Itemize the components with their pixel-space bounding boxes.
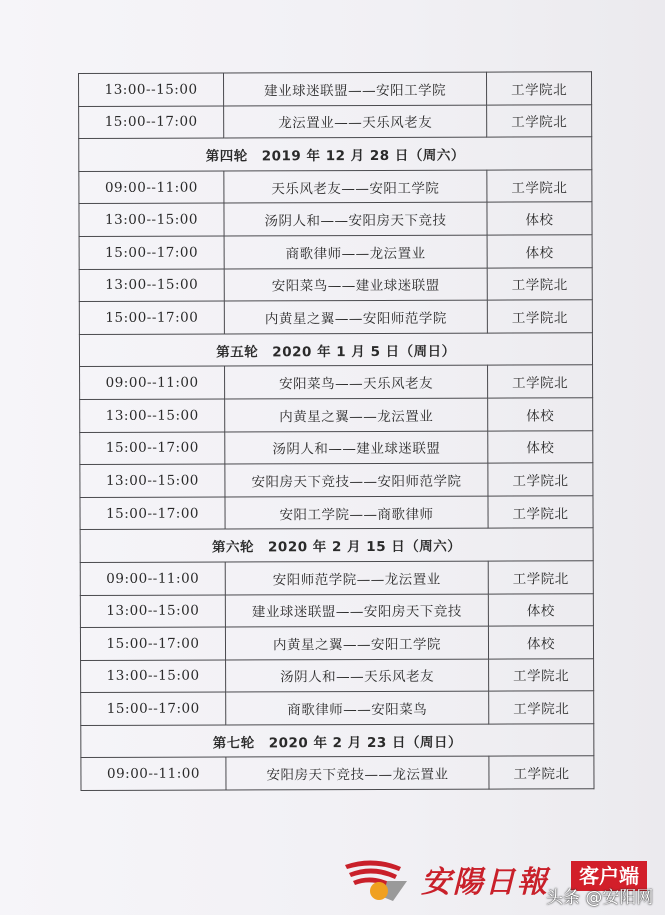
match-venue: 体校 — [488, 398, 593, 431]
match-row — [79, 235, 592, 269]
match-teams: 汤阴人和——天乐风老友 — [226, 659, 489, 693]
match-venue: 工学院北 — [488, 365, 593, 398]
match-teams: 安阳菜鸟——建业球迷联盟 — [224, 268, 487, 302]
match-time: 15:00--17:00 — [80, 497, 225, 530]
round-header: 第五轮 2020 年 1 月 5 日（周日） — [79, 332, 592, 366]
match-row — [80, 626, 593, 660]
match-venue: 体校 — [488, 593, 593, 626]
match-venue: 工学院北 — [487, 169, 592, 202]
match-teams: 商歌律师——龙沄置业 — [224, 235, 487, 269]
match-venue: 工学院北 — [488, 495, 593, 528]
client-badge: 客户端 — [571, 861, 647, 891]
anyang-daily-logo — [343, 855, 663, 908]
match-venue: 体校 — [487, 202, 592, 235]
match-time: 15:00--17:00 — [80, 432, 225, 465]
match-row — [80, 463, 593, 497]
match-teams: 内黄星之翼——安阳师范学院 — [224, 300, 487, 334]
match-venue: 工学院北 — [487, 104, 592, 137]
match-time: 15:00--17:00 — [80, 627, 225, 660]
match-venue: 工学院北 — [487, 300, 592, 333]
match-row — [79, 267, 592, 301]
round-header-row — [79, 137, 592, 171]
match-time: 13:00--15:00 — [80, 594, 225, 627]
match-venue: 工学院北 — [487, 267, 592, 300]
match-time: 13:00--15:00 — [79, 203, 224, 236]
match-teams: 建业球迷联盟——安阳工学院 — [224, 72, 487, 106]
logo-name: 安陽日報 — [421, 865, 549, 900]
match-teams: 内黄星之翼——龙沄置业 — [225, 398, 488, 432]
match-row — [80, 365, 593, 399]
match-time: 09:00--11:00 — [81, 757, 226, 790]
match-teams: 安阳房天下竞技——安阳师范学院 — [225, 463, 488, 497]
match-row — [81, 756, 594, 790]
match-row — [80, 561, 593, 595]
match-row — [79, 300, 592, 334]
match-teams: 龙沄置业——天乐风老友 — [224, 105, 487, 139]
match-time: 09:00--11:00 — [80, 562, 225, 595]
match-venue: 工学院北 — [488, 463, 593, 496]
match-venue: 工学院北 — [489, 756, 594, 789]
match-row — [79, 104, 592, 138]
match-time: 13:00--15:00 — [80, 399, 225, 432]
match-teams: 安阳师范学院——龙沄置业 — [225, 561, 488, 595]
match-teams: 安阳房天下竞技——龙沄置业 — [226, 757, 489, 791]
swoosh-ball-icon — [343, 857, 413, 901]
match-time: 15:00--17:00 — [79, 301, 224, 334]
match-venue: 工学院北 — [486, 72, 591, 105]
round-header-row — [79, 332, 592, 366]
match-time: 09:00--11:00 — [79, 171, 224, 204]
match-row — [80, 495, 593, 529]
round-header: 第四轮 2019 年 12 月 28 日（周六） — [79, 137, 592, 171]
match-time: 15:00--17:00 — [79, 106, 224, 139]
match-venue: 体校 — [488, 626, 593, 659]
match-venue: 体校 — [488, 430, 593, 463]
match-time: 13:00--15:00 — [79, 73, 224, 106]
match-teams: 汤阴人和——安阳房天下竞技 — [224, 202, 487, 236]
match-time: 13:00--15:00 — [81, 660, 226, 693]
match-row — [79, 169, 592, 203]
match-row — [80, 398, 593, 432]
schedule-table-container — [78, 71, 591, 791]
match-venue: 体校 — [487, 235, 592, 268]
match-teams: 天乐风老友——安阳工学院 — [224, 170, 487, 204]
match-teams: 安阳工学院——商歌律师 — [225, 496, 488, 530]
match-row — [81, 691, 594, 725]
match-time: 13:00--15:00 — [80, 464, 225, 497]
round-header-row — [80, 528, 593, 562]
match-venue: 工学院北 — [489, 691, 594, 724]
match-venue: 工学院北 — [489, 658, 594, 691]
watermark-text: 头条 @安阳网 — [546, 888, 654, 908]
round-header-row — [81, 724, 594, 758]
match-teams: 建业球迷联盟——安阳房天下竞技 — [225, 594, 488, 628]
match-row — [80, 593, 593, 627]
match-teams: 汤阴人和——建业球迷联盟 — [225, 431, 488, 465]
round-header: 第七轮 2020 年 2 月 23 日（周日） — [81, 724, 594, 758]
match-row — [79, 202, 592, 236]
match-teams: 安阳菜鸟——天乐风老友 — [225, 365, 488, 399]
match-venue: 工学院北 — [488, 561, 593, 594]
match-time: 15:00--17:00 — [81, 692, 226, 725]
round-header: 第六轮 2020 年 2 月 15 日（周六） — [80, 528, 593, 562]
match-row — [79, 72, 592, 106]
match-teams: 内黄星之翼——安阳工学院 — [225, 626, 488, 660]
match-time: 09:00--11:00 — [80, 366, 225, 399]
match-row — [81, 658, 594, 692]
match-time: 13:00--15:00 — [79, 269, 224, 302]
schedule-table — [78, 71, 595, 791]
match-row — [80, 430, 593, 464]
match-teams: 商歌律师——安阳菜鸟 — [226, 691, 489, 725]
match-time: 15:00--17:00 — [79, 236, 224, 269]
